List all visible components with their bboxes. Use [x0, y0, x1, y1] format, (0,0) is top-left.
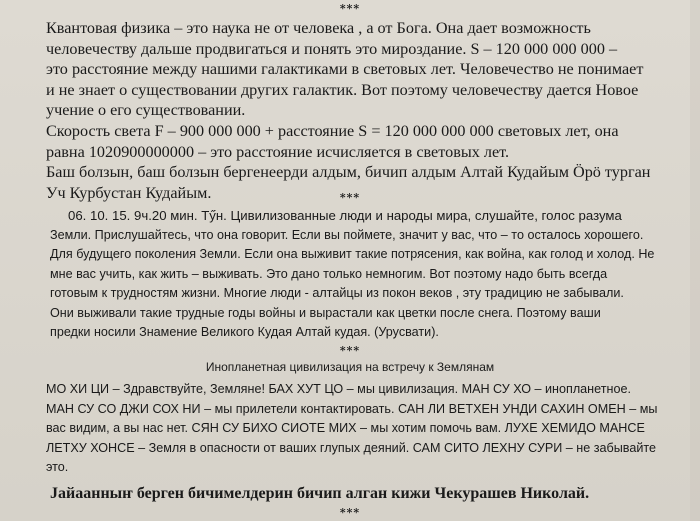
section-caption: Инопланетная цивилизация на встречу к Землянам — [205, 360, 495, 374]
text-line: это. — [46, 460, 69, 474]
text-line: Они выживали такие трудные годы войны и вырастали как цветки после снега. Поэтому ваши — [50, 305, 601, 320]
section-separator-2: *** — [339, 191, 361, 204]
page-edge-shadow — [690, 0, 700, 521]
text-line: Скорость света F – 900 000 000 + расстояние S = 120 000 000 000 световых лет, она — [46, 121, 619, 140]
text-line: Для будущего поколения Земли. Если она выживит такие потрясения, как война, как голод и холод. Не — [50, 247, 655, 261]
text-line: Баш болзын, баш болзын бергенеерди алдым, бичип алдым Алтай Кудайым Ӧрӧ турган — [46, 163, 651, 182]
text-line: и не знает о существовании других галактик. Вот поэтому человечеству дается Новое — [46, 80, 639, 99]
text-line: готовым к трудностям жизни. Многие люди - алтайцы из покон веков , эту традицию не забывали. — [50, 286, 624, 300]
text-line: Земли. Прислушайтесь, что она говорит. Если вы поймете, значит у вас, что – то осталось хорошего. — [50, 227, 644, 242]
text-line: Уч Курбустан Кудайым. — [46, 183, 212, 202]
text-line: 06. 10. 15. 9ч.20 мин. Тӳн. Цивилизованные люди и народы мира, слушайте, голос разума — [68, 208, 622, 223]
text-line: МАН СУ СО ДЖИ СОХ НИ – мы прилетели контактировать. САН ЛИ ВЕТХЕН УНДИ САХИН ОМЕН – мы — [46, 401, 658, 416]
text-line: учение о его существовании. — [46, 101, 246, 120]
text-line: человечеству дальше продвигаться и понять это мироздание. S – 120 000 000 000 – — [46, 39, 618, 58]
alien-phrases-paragraph — [46, 380, 657, 478]
text-line: равна 1020900000000 – это расстояние исчисляется в световых лет. — [46, 142, 510, 161]
text-line: ЛЕТХУ ХОНСЕ – Земля в опасности от ваших глупых деяний. САМ СИТО ЛЕХНУ СУРИ – не забывайте — [46, 440, 657, 455]
author-signature-line: Јайаанныҥ берген бичимелдерин бичип алган кижи Чекурашев Николай. — [50, 485, 590, 502]
section-separator-3: *** — [339, 344, 361, 357]
message-paragraph — [50, 206, 654, 343]
text-line: мне вас учить, как жить – выживать. Это дано только немногим. Вот поэтому надо быть всегда — [50, 266, 608, 281]
text-line: это расстояние между нашими галактиками в световых лет. Человечество не понимает — [46, 60, 644, 79]
quantum-physics-paragraph — [46, 18, 650, 203]
text-line: предки носили Знамение Великого Кудая Алтай кудая. (Урусвати). — [50, 325, 439, 339]
text-line: вас видим, а вы нас нет. СЯН СУ БИХО СИОТЕ МИХ – мы хотим помочь вам. ЛУХЕ ХЕМИДО МАНСЕ — [46, 421, 645, 435]
trailing-separator: *** — [339, 506, 361, 519]
text-line: МО ХИ ЦИ – Здравствуйте, Земляне! БАХ ХУТ ЦО – мы цивилизация. МАН СУ ХО – инопланетное. — [46, 382, 631, 396]
text-line: Квантовая физика – это наука не от человека , а от Бога. Она дает возможность — [46, 19, 591, 37]
section-separator-1: *** — [339, 2, 361, 15]
